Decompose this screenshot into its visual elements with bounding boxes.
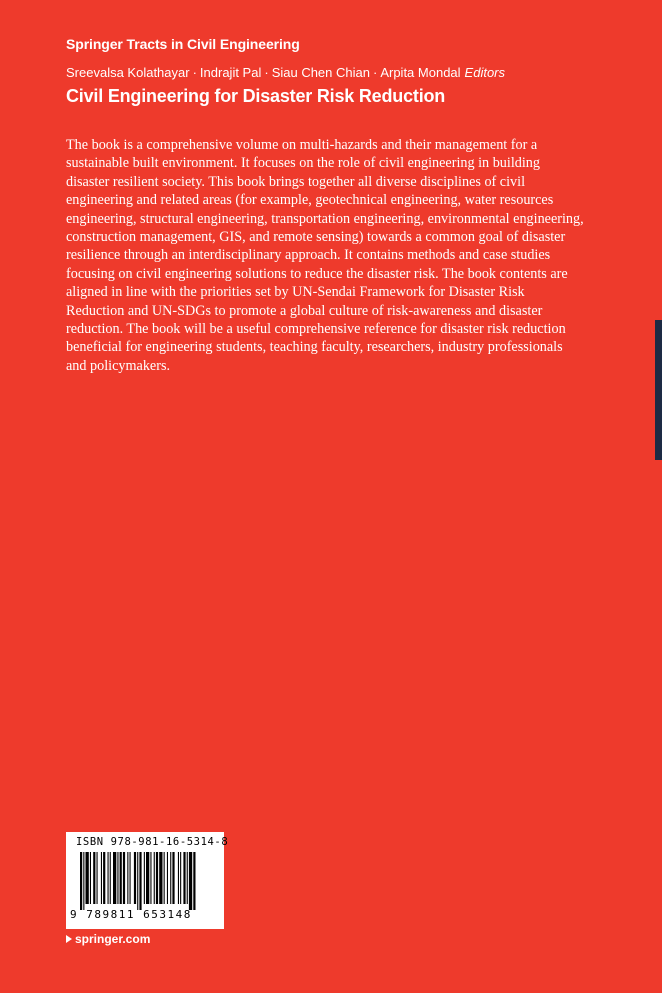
editor-separator: ·: [264, 65, 269, 80]
editors-role: Editors: [464, 65, 506, 80]
publisher-link[interactable]: [66, 932, 150, 946]
editor-name: Indrajit Pal: [199, 65, 262, 80]
barcode-image: [70, 852, 220, 910]
editors-line: [66, 65, 505, 80]
spine-edge-strip: [655, 320, 662, 460]
series-name: Springer Tracts in Civil Engineering: [66, 36, 300, 52]
editor-name: Sreevalsa Kolathayar: [66, 65, 190, 80]
book-description: The book is a comprehensive volume on multi-hazards and their management for a sustainable built environment. It focuses on the role of civil engineering in building disaster resilient society. This book brings together all diverse disciplines of civil engineering and related areas (for example, geotechnical engineering, water resources engineering, structural engineering, transportation engineering, environmental engineering, construction management, GIS, and remote sensing) towards a common goal of disaster resilience through an interdisciplinary approach. It contains methods and case studies focusing on civil engineering solutions to reduce the disaster risk. The book contents are aligned in line with the priorities set by UN-Sendai Framework for Disaster Risk Reduction and UN-SDGs to promote a global culture of risk-awareness and disaster reduction. The book will be a useful comprehensive reference for disaster risk reduction beneficial for engineering students, teaching faculty, researchers, industry professionals and policymakers.: [66, 137, 584, 374]
barcode-box: [66, 832, 229, 929]
editor-name: Arpita Mondal: [380, 65, 461, 80]
book-title: Civil Engineering for Disaster Risk Reduction: [66, 86, 446, 106]
editor-separator: ·: [192, 65, 197, 80]
isbn-text: ISBN 978-981-16-5314-8: [76, 836, 229, 848]
publisher-url: springer.com: [75, 932, 151, 946]
editor-separator: ·: [372, 65, 378, 80]
arrow-right-icon: [66, 935, 72, 943]
barcode-digits: 9 789811 653148: [70, 908, 192, 921]
editor-name: Siau Chen Chian: [271, 65, 370, 80]
